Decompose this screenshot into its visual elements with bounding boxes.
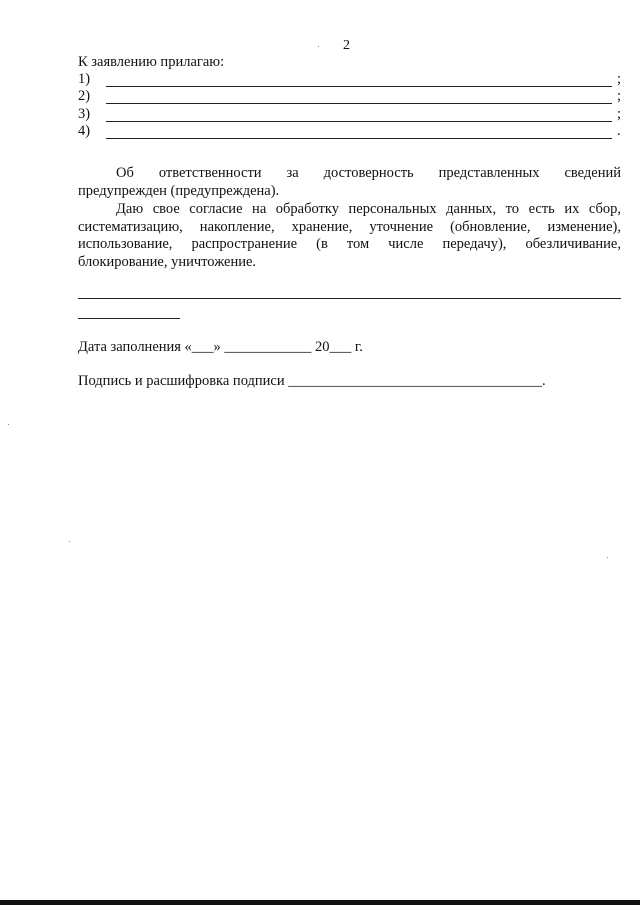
- scan-edge-bar: [0, 900, 640, 905]
- blank-line-short: [78, 318, 180, 319]
- attachment-item-1-line: [106, 86, 612, 87]
- attachment-item-4-end: .: [617, 123, 621, 139]
- attachment-item-1-end: ;: [617, 71, 622, 87]
- attachment-item-2-end: ;: [617, 88, 622, 104]
- signature-field: Подпись и расшифровка подписи ___________________________________.: [78, 373, 546, 389]
- consent-line-2: систематизацию, накопление, хранение, уточнение (обновление, изменение),: [78, 219, 621, 235]
- responsibility-line-1: Об ответственности за достоверность представленных сведений: [116, 165, 621, 181]
- responsibility-line-2: предупрежден (предупреждена).: [78, 183, 280, 199]
- blank-line-long: [78, 298, 621, 299]
- attachments-heading: К заявлению прилагаю:: [78, 54, 225, 70]
- attachment-item-3-end: ;: [617, 106, 622, 122]
- consent-line-3: использование, распространение (в том числе передачу), обезличивание,: [78, 236, 621, 252]
- attachment-item-3-number: 3): [78, 106, 91, 122]
- scan-speck: [607, 557, 608, 558]
- page-number: 2: [343, 38, 350, 53]
- consent-line-4: блокирование, уничтожение.: [78, 254, 257, 270]
- scan-speck: [318, 46, 319, 47]
- attachment-item-4-line: [106, 138, 612, 139]
- attachment-item-1-number: 1): [78, 71, 91, 87]
- consent-line-1: Даю свое согласие на обработку персональных данных, то есть их сбор,: [116, 201, 621, 217]
- attachment-item-3-line: [106, 121, 612, 122]
- attachment-item-2-line: [106, 103, 612, 104]
- scan-speck: [69, 541, 70, 542]
- scan-speck: [8, 424, 9, 425]
- attachment-item-4-number: 4): [78, 123, 91, 139]
- attachment-item-2-number: 2): [78, 88, 91, 104]
- fill-date-field: Дата заполнения «___» ____________ 20___ г.: [78, 339, 363, 355]
